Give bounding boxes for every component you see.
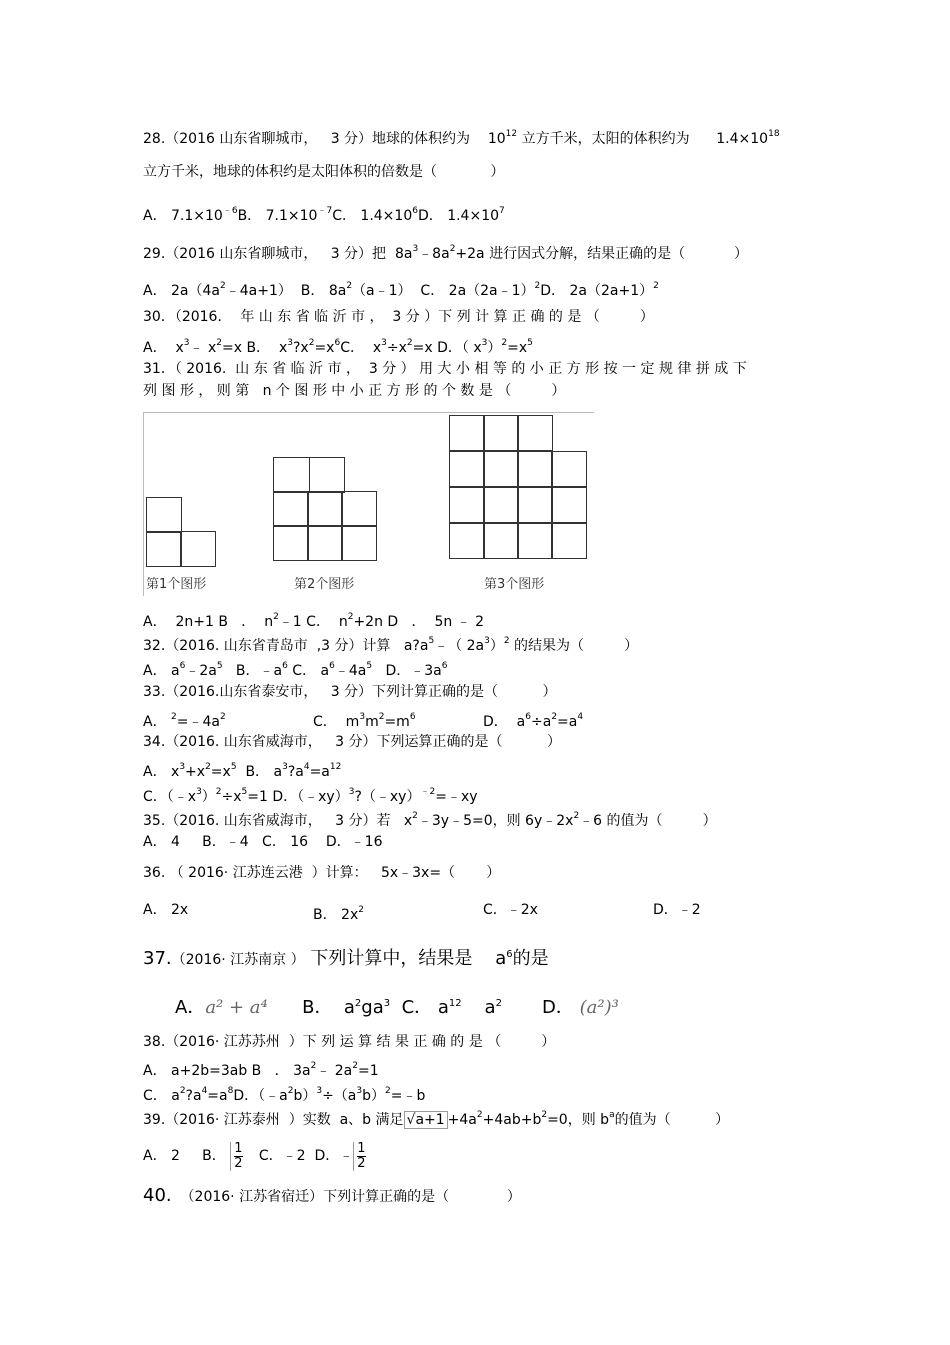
fig1-square (146, 497, 182, 533)
fig3-square (449, 415, 485, 451)
fig2-square (307, 525, 343, 561)
q33-option-d: D． $a^6\div a^2=a^4$ (483, 712, 584, 730)
fig3-square (517, 415, 553, 451)
q34-line: 34.（2016. 山东省威海市， 3 分）下列运算正确的是（ ） (143, 734, 562, 750)
fig2-caption: 第2个图形 (294, 577, 355, 592)
q34-options-cd: C．$(﹣x^3)^2\div x^5=1$ D．（﹣xy）$^3$?（﹣xy）$^{﹣2}$=﹣xy (143, 787, 478, 805)
q33-line: 33.（2016.山东省泰安市， 3 分）下列计算正确的是（ ） (143, 684, 557, 700)
fig2-square (307, 491, 343, 527)
q35-line: 35.（2016. 山东省威海市， 3 分）若 $x^2﹣3y﹣5=0$，则 $6y﹣2x^2﹣6$ 的值为（ ） (143, 811, 717, 829)
q37-line: 37.（2016· 江苏南京 ） 下列计算中，结果是 $a^6$的是 (143, 948, 549, 969)
q37-opt-a-expr: a² + a⁴ (205, 997, 268, 1018)
fig3-square (483, 487, 519, 523)
fig3-square (483, 451, 519, 487)
q29-options: A． $2a(4a^2﹣4a+1)$ B． $8a^2(a﹣1)$ C． 2a（2a﹣1）$^2$D． $2a(2a+1)^2$ (143, 281, 659, 299)
q35-options: A． 4 B．﹣4 C． 16 D．﹣16 (143, 834, 383, 850)
fig2-square (341, 491, 377, 527)
q36-option-d: D．﹣2 (653, 902, 701, 918)
fig2-square (273, 525, 309, 561)
fig3-square (551, 523, 587, 559)
fig2-square (309, 457, 345, 493)
q29-line: 29.（2016 山东省聊城市， 3 分）把 $8a^3﹣8a^2+2a$ 进行因式分解，结果正确的是（ ） (143, 244, 749, 262)
q38-options-cd: C． $a^2?a^4=a^8D$．$(﹣a^2b)^3\div(a^3b)^2=﹣b$ (143, 1086, 426, 1104)
q31-line1: 31．（ 2016. 山 东 省 临 沂 市 ， 3 分 ） 用 大 小 相 等 的 小 正 方 形 按 一 定 规 律 拼 成 下 (143, 361, 747, 377)
fraction-half: $\frac{1}{2}$ (353, 1142, 368, 1171)
fig1-square (180, 531, 216, 567)
q30-line: 30．（2016． 年 山 东 省 临 沂 市 ， 3 分 ）下 列 计 算 正 确 的 是 （ ） (143, 309, 654, 325)
q28-line2: 立方千米，地球的体积约是太阳体积的倍数是（ ） (143, 164, 505, 180)
fraction-half: $\frac{1}{2}$ (230, 1142, 245, 1171)
q39-options: A． 2 B． $\frac{1}{2}$ C．﹣2 D．﹣ $\frac{1}{2}$ (143, 1141, 369, 1171)
fig3-square (449, 487, 485, 523)
q36-option-a: A． 2x (143, 902, 189, 918)
q36-option-c: C．﹣2x (483, 902, 538, 918)
fig3-square (483, 523, 519, 559)
q38-options-ab: A． a+2b=3ab B ． $3a^2﹣$ $2a^2=1$ (143, 1061, 379, 1079)
fig3-caption: 第3个图形 (484, 577, 545, 592)
fig2-square (341, 525, 377, 561)
fig3-square (483, 415, 519, 451)
q32-options: A． $a^6﹣2a^5$ B．$﹣a^6$ C． $a^6﹣4a^5$ D．$﹣3a^6$ (143, 661, 448, 679)
fig3-square (449, 451, 485, 487)
q31-line2: 列 图 形 ， 则 第 n 个 图 形 中 小 正 方 形 的 个 数 是 （ ） (143, 383, 566, 399)
q38-line: 38.（2016· 江苏苏州 ）下 列 运 算 结 果 正 确 的 是 （ ） (143, 1034, 556, 1050)
sqrt-expression: √a+1 (404, 1111, 448, 1129)
q36-line: 36. （ 2016· 江苏连云港 ）计算： 5x﹣3x=（ ） (143, 865, 501, 881)
fig3-square (517, 487, 553, 523)
fig1-square (146, 531, 182, 567)
q37-opt-d-expr: (a²)³ (579, 997, 619, 1018)
fig1-caption: 第1个图形 (146, 577, 207, 592)
fig3-square (551, 487, 587, 523)
fig3-square (517, 523, 553, 559)
fig2-square (273, 491, 309, 527)
q33-option-a: A． $^2=﹣4a^2$ (143, 712, 226, 730)
fig3-square (517, 451, 553, 487)
q31-figure (143, 412, 594, 596)
q33-option-c: C． $m^3m^2=m^6$ (313, 712, 416, 730)
q30-options: A． $x^3﹣$ $x^2=x$ B． $x^3?x^2=x^6C$． $x^3\div x^2=x$ D．（ $x^3)^2=x^5$ (143, 338, 533, 356)
q28-options: A． $7.1\times 10^{﹣6}B$． $7.1\times 10^{﹣7}C$． $1.4\times 10^6D$． $1.4\times 10^7$ (143, 206, 505, 224)
fig3-square (449, 523, 485, 559)
q31-options: A． 2n+1 B ． $n^2﹣1$ C． $n^2+2n$ D ． 5n ﹣ 2 (143, 612, 485, 630)
fig3-square (551, 451, 587, 487)
q40-line: 40. （2016· 江苏省宿迁）下列计算正确的是（ ） (143, 1185, 521, 1206)
q37-options: A．a² + a⁴ B． $a^2ga^3$ C． $a^{12}$ $a^2$ D． (a²)³ (175, 997, 619, 1018)
q36-option-b: B． $2x^2$ (313, 905, 364, 923)
q39-line: 39.（2016· 江苏泰州 ）实数 a、b 满足 $√a+1 +4a^2+4ab+b^2=0$，则 $b^a$的值为（ ） (143, 1110, 730, 1128)
q28-line1: 28.（2016 山东省聊城市， 3 分）地球的体积约为 $10^{12}$ 立方千米，太阳的体积约为 $1.4\times 10^{18}$ (143, 129, 780, 147)
q34-options-ab: A． $x^3+x^2=x^5$ B． $a^3?a^4=a^{12}$ (143, 762, 342, 780)
q32-line: 32.（2016. 山东省青岛市 ,3 分）计算 $a?a^5﹣$（ $2a^3)^2$ 的结果为（ ） (143, 636, 639, 654)
